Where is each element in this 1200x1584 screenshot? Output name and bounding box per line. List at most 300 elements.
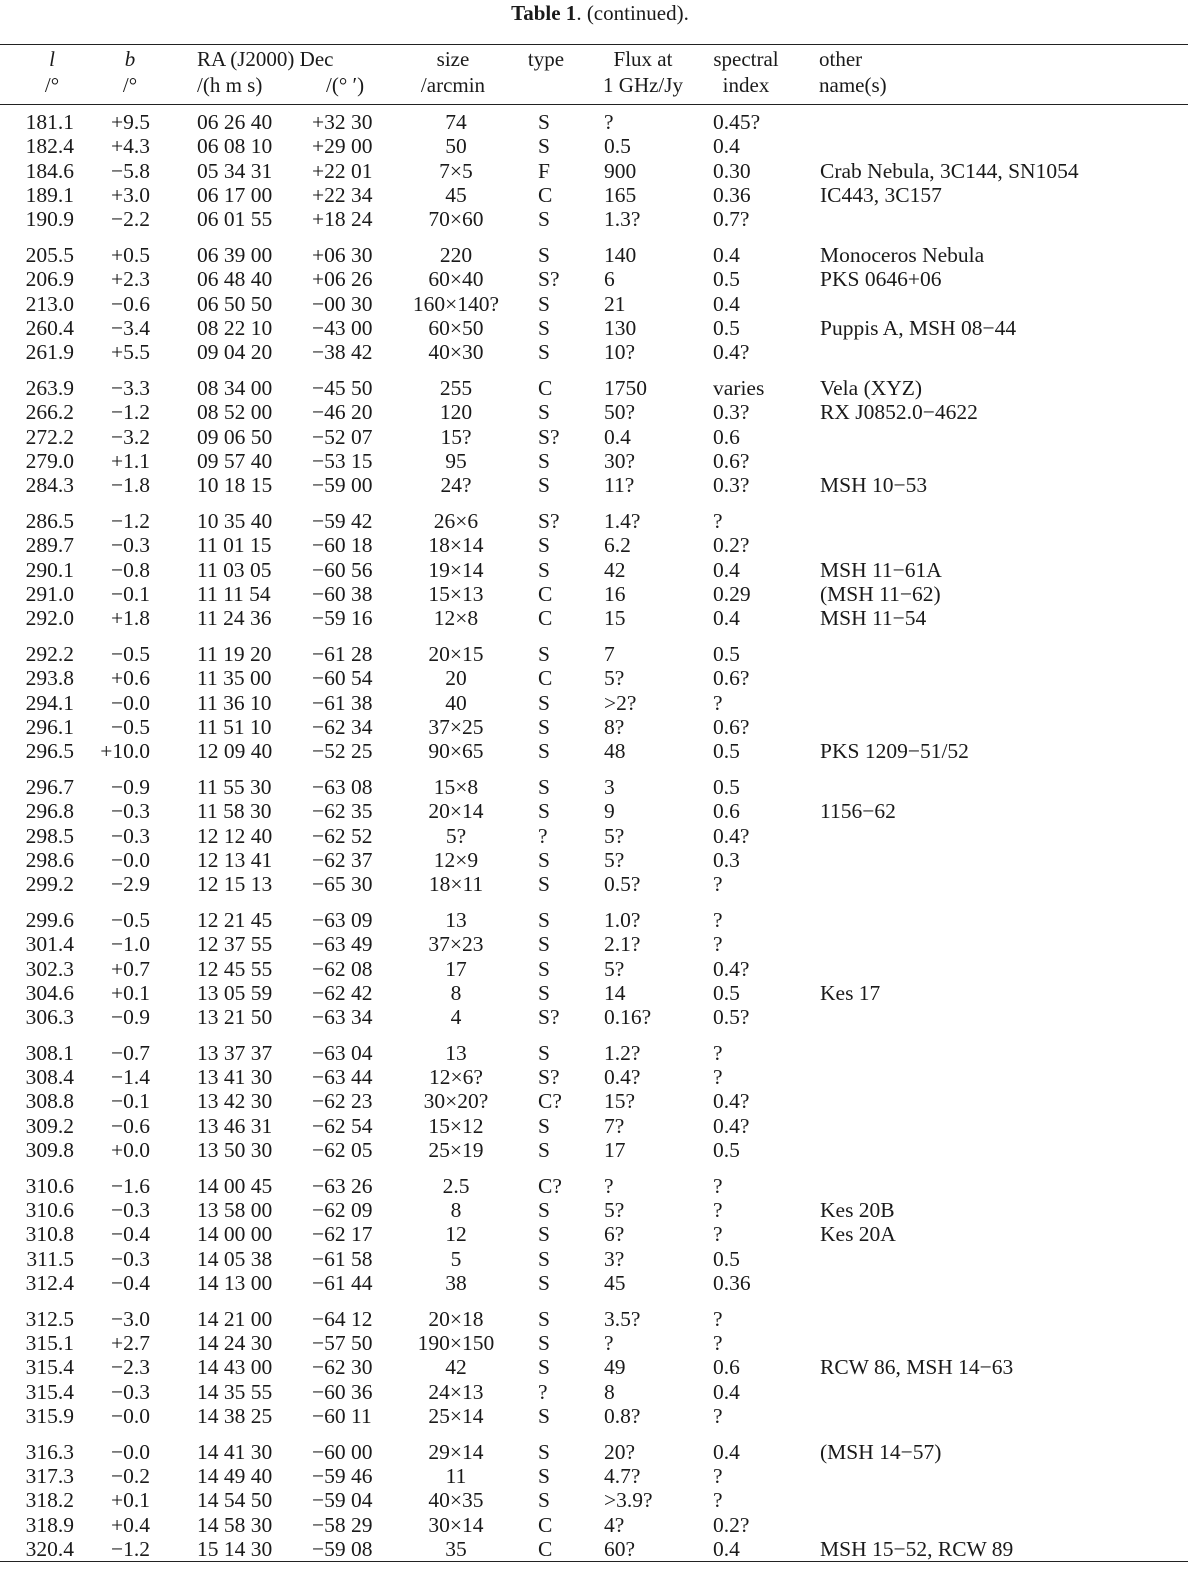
flux-value: 8 <box>604 1379 615 1404</box>
ra-value: 06 50 50 <box>197 291 273 316</box>
size-value: 70×60 <box>428 207 484 232</box>
name-value: Kes 20A <box>820 1222 896 1247</box>
header-ra-line2: /(h m s) <box>197 73 263 97</box>
type-value: S <box>538 690 550 715</box>
spec-value: 0.36 <box>713 182 751 207</box>
row-group <box>0 1041 1200 1162</box>
type-value: S? <box>538 1005 560 1030</box>
size-value: 45 <box>445 182 467 207</box>
table-row <box>0 207 1200 231</box>
l-value: 290.1 <box>25 557 74 582</box>
table-row <box>0 1005 1200 1029</box>
spec-value: 0.2? <box>713 533 750 558</box>
ra-value: 13 37 37 <box>197 1040 273 1065</box>
size-value: 37×25 <box>428 714 484 739</box>
spec-value: ? <box>713 1306 723 1331</box>
type-value: C <box>538 375 553 400</box>
row-group <box>0 1307 1200 1428</box>
dec-value: −53 15 <box>312 448 373 473</box>
flux-value: 10? <box>604 340 636 365</box>
spec-value: 0.6 <box>713 1355 740 1380</box>
ra-value: 10 18 15 <box>197 473 273 498</box>
flux-value: >3.9? <box>604 1488 653 1513</box>
table-row <box>0 134 1200 158</box>
size-value: 17 <box>445 956 467 981</box>
ra-value: 09 04 20 <box>197 340 273 365</box>
type-value: S <box>538 1439 550 1464</box>
flux-value: 21 <box>604 291 626 316</box>
spec-value: 0.3? <box>713 473 750 498</box>
spec-value: ? <box>713 690 723 715</box>
l-value: 317.3 <box>25 1464 74 1489</box>
type-value: S <box>538 932 550 957</box>
spec-value: 0.4? <box>713 823 750 848</box>
size-value: 12×6? <box>429 1065 483 1090</box>
l-value: 308.8 <box>25 1089 74 1114</box>
l-value: 296.5 <box>25 739 74 764</box>
ra-value: 14 13 00 <box>197 1271 273 1296</box>
row-group <box>0 908 1200 1029</box>
dec-value: −62 52 <box>312 823 373 848</box>
flux-value: 49 <box>604 1355 626 1380</box>
spec-value: ? <box>713 1331 723 1356</box>
type-value: C <box>538 581 553 606</box>
table-row <box>0 1174 1200 1198</box>
spec-value: 0.3? <box>713 400 750 425</box>
table-row <box>0 824 1200 848</box>
l-value: 318.9 <box>25 1512 74 1537</box>
l-value: 205.5 <box>25 242 74 267</box>
type-value: S? <box>538 508 560 533</box>
ra-value: 11 03 05 <box>197 557 272 582</box>
size-value: 160×140? <box>412 291 500 316</box>
table-row <box>0 739 1200 763</box>
spec-value: 0.5 <box>713 980 740 1005</box>
table-row <box>0 1464 1200 1488</box>
dec-value: −59 00 <box>312 473 373 498</box>
dec-value: −62 30 <box>312 1355 373 1380</box>
type-value: C <box>538 606 553 631</box>
type-value: S <box>538 714 550 739</box>
size-value: 12×8 <box>433 606 479 631</box>
flux-value: 2.1? <box>604 932 641 957</box>
b-value: +10.0 <box>100 739 150 764</box>
dec-value: −60 56 <box>312 557 373 582</box>
type-value: S <box>538 207 550 232</box>
size-value: 12 <box>445 1222 467 1247</box>
spec-value: 0.5 <box>713 774 740 799</box>
ra-value: 12 13 41 <box>197 847 273 872</box>
dec-value: −43 00 <box>312 315 373 340</box>
size-value: 95 <box>445 448 467 473</box>
l-value: 308.1 <box>25 1040 74 1065</box>
b-value: −0.8 <box>110 557 150 582</box>
table-row <box>0 425 1200 449</box>
type-value: S <box>538 907 550 932</box>
size-value: 120 <box>439 400 473 425</box>
table-caption-label: Table 1 <box>511 1 577 25</box>
dec-value: −62 08 <box>312 956 373 981</box>
spec-value: ? <box>713 508 723 533</box>
flux-value: 4? <box>604 1512 625 1537</box>
l-value: 284.3 <box>25 473 74 498</box>
dec-value: −62 09 <box>312 1198 373 1223</box>
b-value: −1.2 <box>110 1537 150 1562</box>
b-value: −1.2 <box>110 508 150 533</box>
header-name-line2: name(s) <box>819 73 887 97</box>
b-value: −2.3 <box>110 1355 150 1380</box>
name-value: 1156−62 <box>820 799 896 824</box>
spec-value: ? <box>713 872 723 897</box>
b-value: −0.7 <box>110 1040 150 1065</box>
table-row <box>0 449 1200 473</box>
size-value: 15×8 <box>433 774 479 799</box>
flux-value: 165 <box>604 182 637 207</box>
flux-value: 48 <box>604 739 626 764</box>
ra-value: 12 15 13 <box>197 872 273 897</box>
ra-value: 08 52 00 <box>197 400 273 425</box>
spec-value: 0.5 <box>713 267 740 292</box>
type-value: S <box>538 557 550 582</box>
b-value: −0.5 <box>110 641 150 666</box>
b-value: −0.4 <box>110 1222 150 1247</box>
b-value: −2.2 <box>110 207 150 232</box>
size-value: 74 <box>445 110 467 134</box>
row-group <box>0 775 1200 896</box>
spec-value: 0.3 <box>713 847 740 872</box>
dec-value: −52 25 <box>312 739 373 764</box>
name-value: Monoceros Nebula <box>820 242 985 267</box>
dec-value: −62 05 <box>312 1138 373 1163</box>
table-row <box>0 1513 1200 1537</box>
table-row <box>0 1041 1200 1065</box>
spec-value: 0.4 <box>713 242 740 267</box>
b-value: −5.8 <box>110 158 150 183</box>
b-value: +1.8 <box>110 606 150 631</box>
table-row <box>0 1089 1200 1113</box>
l-value: 304.6 <box>25 980 74 1005</box>
table-row <box>0 316 1200 340</box>
b-value: −1.6 <box>110 1173 150 1198</box>
flux-value: ? <box>604 1331 614 1356</box>
flux-value: 0.5 <box>604 134 631 159</box>
type-value: S <box>538 400 550 425</box>
l-value: 302.3 <box>25 956 74 981</box>
type-value: S <box>538 1113 550 1138</box>
table-caption <box>0 0 1200 28</box>
ra-value: 11 24 36 <box>197 606 272 631</box>
type-value: C? <box>538 1173 562 1198</box>
ra-value: 14 54 50 <box>197 1488 273 1513</box>
l-value: 266.2 <box>25 400 74 425</box>
size-value: 40 <box>445 690 467 715</box>
type-value: S <box>538 641 550 666</box>
b-value: −3.3 <box>110 375 150 400</box>
flux-value: 5? <box>604 1198 625 1223</box>
flux-value: 3.5? <box>604 1306 641 1331</box>
dec-value: −62 54 <box>312 1113 373 1138</box>
flux-value: 6? <box>604 1222 625 1247</box>
type-value: C <box>538 666 553 691</box>
flux-value: 5? <box>604 956 625 981</box>
type-value: S <box>538 774 550 799</box>
flux-value: 30? <box>604 448 636 473</box>
dec-value: −59 46 <box>312 1464 373 1489</box>
ra-value: 11 11 54 <box>197 581 271 606</box>
header-type-line2 <box>543 72 548 98</box>
spec-value: ? <box>713 1173 723 1198</box>
b-value: −1.8 <box>110 473 150 498</box>
table-row <box>0 473 1200 497</box>
b-value: −0.9 <box>110 1005 150 1030</box>
dec-value: −65 30 <box>312 872 373 897</box>
spec-value: 0.4 <box>713 1439 740 1464</box>
table-row <box>0 1380 1200 1404</box>
b-value: −0.2 <box>110 1464 150 1489</box>
size-value: 7×5 <box>439 158 473 183</box>
spec-value: 0.5 <box>713 1138 740 1163</box>
spec-value: ? <box>713 1404 723 1429</box>
spec-value: 0.4 <box>713 1537 740 1562</box>
dec-value: −60 00 <box>312 1439 373 1464</box>
type-value: S <box>538 1271 550 1296</box>
flux-value: 11? <box>604 473 635 498</box>
dec-value: −60 38 <box>312 581 373 606</box>
table-row <box>0 243 1200 267</box>
b-value: +3.0 <box>110 182 150 207</box>
size-value: 26×6 <box>433 508 479 533</box>
dec-value: −52 07 <box>312 424 373 449</box>
header-spec-line1: spectral <box>713 47 779 71</box>
table-row <box>0 1222 1200 1246</box>
dec-value: +22 01 <box>312 158 373 183</box>
b-value: +0.4 <box>110 1512 150 1537</box>
type-value: S <box>538 110 550 134</box>
flux-value: 15 <box>604 606 626 631</box>
dec-value: −63 08 <box>312 774 373 799</box>
size-value: 18×14 <box>428 533 484 558</box>
l-value: 296.7 <box>25 774 74 799</box>
ra-value: 10 35 40 <box>197 508 273 533</box>
name-value: RX J0852.0−4622 <box>820 400 978 425</box>
type-value: S <box>538 1246 550 1271</box>
spec-value: 0.30 <box>713 158 751 183</box>
table-row <box>0 715 1200 739</box>
ra-value: 06 08 10 <box>197 134 273 159</box>
table-row <box>0 872 1200 896</box>
name-value: MSH 11−54 <box>820 606 927 631</box>
l-value: 315.9 <box>25 1404 74 1429</box>
l-value: 260.4 <box>25 315 74 340</box>
b-value: −0.3 <box>110 823 150 848</box>
size-value: 5 <box>450 1246 462 1271</box>
dec-value: −61 38 <box>312 690 373 715</box>
dec-value: −64 12 <box>312 1306 373 1331</box>
table-row <box>0 1440 1200 1464</box>
l-value: 292.0 <box>25 606 74 631</box>
size-value: 12×9 <box>433 847 479 872</box>
l-value: 312.5 <box>25 1306 74 1331</box>
dec-value: −62 37 <box>312 847 373 872</box>
flux-value: 0.4? <box>604 1065 641 1090</box>
type-value: S <box>538 980 550 1005</box>
table-row <box>0 340 1200 364</box>
size-value: 24×13 <box>428 1379 484 1404</box>
spec-value: 0.5 <box>713 315 740 340</box>
l-value: 298.6 <box>25 847 74 872</box>
ra-value: 06 17 00 <box>197 182 273 207</box>
l-value: 298.5 <box>25 823 74 848</box>
size-value: 8 <box>450 980 462 1005</box>
table-row <box>0 908 1200 932</box>
dec-value: −59 08 <box>312 1537 373 1562</box>
spec-value: 0.4 <box>713 291 740 316</box>
table-row <box>0 932 1200 956</box>
size-value: 190×150 <box>417 1331 495 1356</box>
spec-value: 0.5 <box>713 1246 740 1271</box>
b-value: −1.0 <box>110 932 150 957</box>
spec-value: varies <box>713 375 765 400</box>
header-size-line1: size <box>436 47 470 71</box>
type-value: S? <box>538 424 560 449</box>
b-value: +0.0 <box>110 1138 150 1163</box>
flux-value: 42 <box>604 557 626 582</box>
l-value: 309.8 <box>25 1138 74 1163</box>
spec-value: ? <box>713 1488 723 1513</box>
table-row <box>0 642 1200 666</box>
flux-value: 6 <box>604 267 615 292</box>
ra-value: 14 41 30 <box>197 1439 273 1464</box>
spec-value: ? <box>713 1464 723 1489</box>
flux-value: 3 <box>604 774 615 799</box>
name-value: MSH 11−61A <box>820 557 942 582</box>
l-value: 309.2 <box>25 1113 74 1138</box>
name-value: MSH 10−53 <box>820 473 928 498</box>
ra-value: 13 05 59 <box>197 980 273 1005</box>
dec-value: −60 54 <box>312 666 373 691</box>
dec-value: −62 23 <box>312 1089 373 1114</box>
type-value: S <box>538 1222 550 1247</box>
ra-value: 14 21 00 <box>197 1306 273 1331</box>
flux-value: 5? <box>604 666 625 691</box>
table-row <box>0 1331 1200 1355</box>
flux-value: 1.2? <box>604 1040 641 1065</box>
table-row <box>0 957 1200 981</box>
dec-value: −60 11 <box>312 1404 372 1429</box>
b-value: +1.1 <box>110 448 150 473</box>
flux-value: 7? <box>604 1113 625 1138</box>
table-row <box>0 558 1200 582</box>
type-value: S <box>538 448 550 473</box>
flux-value: 1.3? <box>604 207 641 232</box>
header-spec <box>656 46 836 102</box>
ra-value: 12 37 55 <box>197 932 273 957</box>
name-value: RCW 86, MSH 14−63 <box>820 1355 1014 1380</box>
table-row <box>0 400 1200 424</box>
type-value: S <box>538 291 550 316</box>
table-row <box>0 1271 1200 1295</box>
l-value: 312.4 <box>25 1271 74 1296</box>
flux-value: 130 <box>604 315 637 340</box>
table-row <box>0 376 1200 400</box>
ra-value: 14 24 30 <box>197 1331 273 1356</box>
size-value: 20×14 <box>428 799 484 824</box>
spec-value: 0.6? <box>713 666 750 691</box>
l-value: 291.0 <box>25 581 74 606</box>
size-value: 20×15 <box>428 641 484 666</box>
flux-value: 4.7? <box>604 1464 641 1489</box>
l-value: 189.1 <box>25 182 74 207</box>
row-group <box>0 1440 1200 1561</box>
dec-value: +06 26 <box>312 267 373 292</box>
spec-value: 0.45? <box>713 110 761 134</box>
type-value: ? <box>538 1379 548 1404</box>
header-name-line1: other <box>819 47 863 71</box>
flux-value: 8? <box>604 714 625 739</box>
table-row <box>0 1198 1200 1222</box>
l-value: 306.3 <box>25 1005 74 1030</box>
spec-value: 0.29 <box>713 581 751 606</box>
row-group <box>0 110 1200 231</box>
spec-value: ? <box>713 1222 723 1247</box>
name-value: (MSH 11−62) <box>820 581 941 606</box>
dec-value: −63 34 <box>312 1005 373 1030</box>
row-group <box>0 509 1200 630</box>
size-value: 13 <box>445 1040 467 1065</box>
flux-value: 1750 <box>604 375 647 400</box>
dec-value: −62 35 <box>312 799 373 824</box>
table-row <box>0 1355 1200 1379</box>
bottom-rule <box>0 1561 1188 1562</box>
dec-value: −60 36 <box>312 1379 373 1404</box>
dec-value: +22 34 <box>312 182 373 207</box>
flux-value: 5? <box>604 823 625 848</box>
type-value: S <box>538 134 550 159</box>
name-value: MSH 15−52, RCW 89 <box>820 1537 1014 1562</box>
size-value: 15×13 <box>428 581 484 606</box>
ra-value: 13 58 00 <box>197 1198 273 1223</box>
table-row <box>0 666 1200 690</box>
flux-value: 0.4 <box>604 424 631 449</box>
size-value: 4 <box>450 1005 462 1030</box>
flux-value: 3? <box>604 1246 625 1271</box>
ra-value: 12 45 55 <box>197 956 273 981</box>
spec-value: ? <box>713 1198 723 1223</box>
spec-value: ? <box>713 1040 723 1065</box>
l-value: 181.1 <box>25 110 74 134</box>
dec-value: −59 16 <box>312 606 373 631</box>
b-value: −1.4 <box>110 1065 150 1090</box>
spec-value: 0.4? <box>713 956 750 981</box>
type-value: C <box>538 1512 553 1537</box>
dec-value: +29 00 <box>312 134 373 159</box>
b-value: −3.0 <box>110 1306 150 1331</box>
type-value: S <box>538 1331 550 1356</box>
l-value: 310.8 <box>25 1222 74 1247</box>
size-value: 20×18 <box>428 1306 484 1331</box>
type-value: S <box>538 340 550 365</box>
l-value: 310.6 <box>25 1198 74 1223</box>
spec-value: 0.4 <box>713 606 740 631</box>
type-value: S? <box>538 267 560 292</box>
flux-value: 60? <box>604 1537 636 1562</box>
b-value: −0.0 <box>110 1404 150 1429</box>
size-value: 2.5 <box>442 1173 470 1198</box>
flux-value: 20? <box>604 1439 636 1464</box>
dec-value: −57 50 <box>312 1331 373 1356</box>
l-value: 292.2 <box>25 641 74 666</box>
header-dec <box>326 46 364 102</box>
